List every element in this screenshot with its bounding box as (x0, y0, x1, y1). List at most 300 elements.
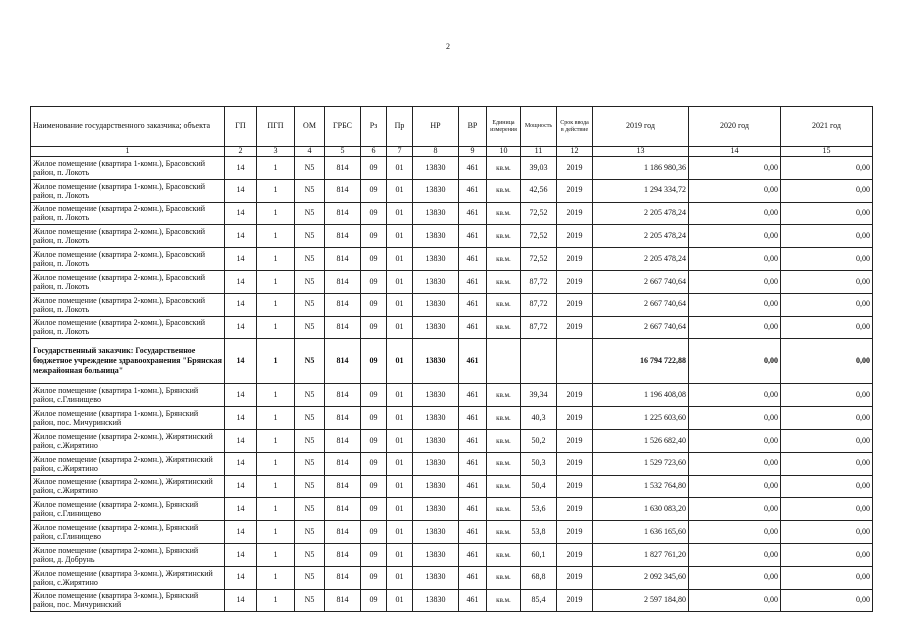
column-number: 3 (257, 147, 295, 157)
column-number: 11 (521, 147, 557, 157)
amount-cell: 0,00 (689, 225, 781, 248)
unit-cell: кв.м. (487, 270, 521, 293)
table-cell: 814 (325, 248, 361, 271)
object-name-cell: Жилое помещение (квартира 2-комн.), Брасовский район, п. Локоть (31, 225, 225, 248)
table-cell: N5 (295, 452, 325, 475)
table-cell: 14 (225, 521, 257, 544)
table-row (31, 429, 873, 452)
column-number: 10 (487, 147, 521, 157)
table-cell: N5 (295, 339, 325, 384)
column-header-label: НР (430, 121, 441, 131)
table-cell: 2019 (557, 157, 593, 180)
table-cell: 814 (325, 339, 361, 384)
object-name-cell: Жилое помещение (квартира 2-комн.), Брянский район, д. Добрунь (31, 543, 225, 566)
column-header-label: Рз (369, 121, 378, 131)
table-cell: 09 (361, 566, 387, 589)
table-cell: 14 (225, 316, 257, 339)
table-cell: 814 (325, 202, 361, 225)
object-name-cell: Жилое помещение (квартира 3-комн.), Брянский район, пос. Мичуринский (31, 589, 225, 612)
column-header-label: 2019 год (626, 121, 655, 131)
object-name-cell: Жилое помещение (квартира 1-комн.), Брасовский район, п. Локоть (31, 157, 225, 180)
unit-cell: кв.м. (487, 384, 521, 407)
table-cell: 461 (459, 566, 487, 589)
amount-cell: 2 205 478,24 (593, 202, 689, 225)
table-cell: 1 (257, 293, 295, 316)
table-cell: 14 (225, 475, 257, 498)
table-cell (521, 339, 557, 384)
amount-cell: 0,00 (781, 429, 873, 452)
table-cell: 09 (361, 589, 387, 612)
table-row (31, 589, 873, 612)
table-cell: 53,6 (521, 498, 557, 521)
unit-cell: кв.м. (487, 316, 521, 339)
object-name-cell: Жилое помещение (квартира 2-комн.), Жирятинский район, с.Жирятино (31, 429, 225, 452)
table-cell: 72,52 (521, 225, 557, 248)
amount-cell: 0,00 (781, 543, 873, 566)
table-row (31, 384, 873, 407)
table-cell: 09 (361, 407, 387, 430)
table-cell: 50,2 (521, 429, 557, 452)
amount-cell: 2 092 345,60 (593, 566, 689, 589)
table-cell: N5 (295, 566, 325, 589)
column-header-label: Мощность (524, 123, 553, 129)
header-row (31, 107, 873, 147)
amount-cell: 0,00 (689, 429, 781, 452)
unit-cell: кв.м. (487, 407, 521, 430)
column-number: 2 (225, 147, 257, 157)
table-cell: 2019 (557, 543, 593, 566)
table-row (31, 475, 873, 498)
table-cell: 814 (325, 452, 361, 475)
table-cell: 01 (387, 452, 413, 475)
object-name-cell: Жилое помещение (квартира 2-комн.), Жирятинский район, с.Жирятино (31, 475, 225, 498)
object-name-cell: Жилое помещение (квартира 2-комн.), Брасовский район, п. Локоть (31, 316, 225, 339)
table-cell: N5 (295, 270, 325, 293)
amount-cell: 0,00 (689, 475, 781, 498)
amount-cell: 0,00 (781, 452, 873, 475)
table-cell: 1 (257, 429, 295, 452)
table-cell: 01 (387, 179, 413, 202)
object-name-cell: Жилое помещение (квартира 1-комн.), Брянский район, с.Глинищево (31, 384, 225, 407)
table-cell: N5 (295, 157, 325, 180)
table-cell: 1 (257, 452, 295, 475)
table-cell: 814 (325, 293, 361, 316)
amount-cell: 0,00 (689, 498, 781, 521)
column-number: 6 (361, 147, 387, 157)
unit-cell: кв.м. (487, 452, 521, 475)
unit-cell: кв.м. (487, 293, 521, 316)
table-cell: 14 (225, 157, 257, 180)
table-cell: 2019 (557, 293, 593, 316)
amount-cell: 0,00 (781, 407, 873, 430)
unit-cell: кв.м. (487, 498, 521, 521)
unit-cell: кв.м. (487, 521, 521, 544)
table-cell: 1 (257, 543, 295, 566)
table-cell: 1 (257, 589, 295, 612)
amount-cell: 0,00 (689, 339, 781, 384)
column-number: 1 (31, 147, 225, 157)
table-cell: 1 (257, 407, 295, 430)
table-cell: 14 (225, 339, 257, 384)
table-cell: 13830 (413, 566, 459, 589)
table-row (31, 202, 873, 225)
table-cell: 461 (459, 429, 487, 452)
table-cell: 01 (387, 225, 413, 248)
table-row (31, 293, 873, 316)
amount-cell: 0,00 (689, 521, 781, 544)
table-row (31, 270, 873, 293)
column-header (593, 107, 689, 147)
unit-cell: кв.м. (487, 202, 521, 225)
table-row (31, 498, 873, 521)
table-cell: 461 (459, 293, 487, 316)
table-cell: 2019 (557, 521, 593, 544)
table-row (31, 179, 873, 202)
column-header (689, 107, 781, 147)
table-cell: 461 (459, 316, 487, 339)
table-cell: 14 (225, 498, 257, 521)
table-cell: 01 (387, 248, 413, 271)
amount-cell: 0,00 (689, 384, 781, 407)
table-cell: N5 (295, 543, 325, 566)
table-cell: 09 (361, 498, 387, 521)
table-cell: 2019 (557, 566, 593, 589)
table-cell: 01 (387, 429, 413, 452)
table-cell: 14 (225, 543, 257, 566)
column-number: 8 (413, 147, 459, 157)
table-row (31, 521, 873, 544)
object-name-cell: Жилое помещение (квартира 2-комн.), Брасовский район, п. Локоть (31, 202, 225, 225)
table-cell: 39,34 (521, 384, 557, 407)
table-cell: 01 (387, 270, 413, 293)
column-number: 15 (781, 147, 873, 157)
table-row (31, 225, 873, 248)
table-cell: 50,3 (521, 452, 557, 475)
unit-cell: кв.м. (487, 248, 521, 271)
table-cell: 2019 (557, 179, 593, 202)
table-cell: 01 (387, 202, 413, 225)
amount-cell: 2 667 740,64 (593, 316, 689, 339)
table-cell: 1 (257, 202, 295, 225)
table-cell: 13830 (413, 179, 459, 202)
table-cell: 2019 (557, 589, 593, 612)
table-cell: 01 (387, 339, 413, 384)
table-cell: 1 (257, 498, 295, 521)
table-cell: 2019 (557, 225, 593, 248)
amount-cell: 0,00 (781, 225, 873, 248)
table-cell: 461 (459, 407, 487, 430)
table-cell: 461 (459, 157, 487, 180)
column-header (387, 107, 413, 147)
table-cell: 13830 (413, 384, 459, 407)
table-cell: 13830 (413, 452, 459, 475)
object-name-cell: Жилое помещение (квартира 1-комн.), Брянский район, пос. Мичуринский (31, 407, 225, 430)
table-cell: 461 (459, 225, 487, 248)
column-header (781, 107, 873, 147)
table-cell: 1 (257, 339, 295, 384)
table-cell: 14 (225, 270, 257, 293)
table-cell: 814 (325, 179, 361, 202)
table-cell: 53,8 (521, 521, 557, 544)
unit-cell: кв.м. (487, 157, 521, 180)
table-cell: 1 (257, 521, 295, 544)
table-cell: N5 (295, 521, 325, 544)
table-cell: 461 (459, 270, 487, 293)
table-cell: 01 (387, 521, 413, 544)
amount-cell: 1 630 083,20 (593, 498, 689, 521)
table-cell: 1 (257, 225, 295, 248)
unit-cell: кв.м. (487, 589, 521, 612)
column-header-label: ОМ (303, 121, 316, 131)
table-cell: 461 (459, 543, 487, 566)
table-cell: 2019 (557, 452, 593, 475)
unit-cell: кв.м. (487, 225, 521, 248)
amount-cell: 1 526 682,40 (593, 429, 689, 452)
table-cell: 13830 (413, 498, 459, 521)
column-number: 12 (557, 147, 593, 157)
amount-cell: 2 667 740,64 (593, 270, 689, 293)
table-cell: 461 (459, 248, 487, 271)
table-cell: 01 (387, 384, 413, 407)
column-header-label: ПГП (267, 121, 284, 131)
amount-cell: 0,00 (781, 270, 873, 293)
table-cell: 2019 (557, 248, 593, 271)
column-header-label: ГРБС (333, 121, 352, 131)
table-cell: 09 (361, 429, 387, 452)
amount-cell: 0,00 (781, 202, 873, 225)
table-body (31, 157, 873, 612)
table-cell: 09 (361, 316, 387, 339)
table-row (31, 452, 873, 475)
table-cell: 01 (387, 157, 413, 180)
amount-cell: 0,00 (781, 384, 873, 407)
table-cell: 1 (257, 248, 295, 271)
table-cell: 14 (225, 429, 257, 452)
table-cell: 1 (257, 316, 295, 339)
amount-cell: 0,00 (689, 452, 781, 475)
column-header-label: Единица измерения (490, 119, 517, 133)
table-cell: 2019 (557, 202, 593, 225)
table-cell: 13830 (413, 589, 459, 612)
table-cell: 13830 (413, 521, 459, 544)
object-name-cell: Жилое помещение (квартира 2-комн.), Брянский район, с.Глинищево (31, 498, 225, 521)
column-header (225, 107, 257, 147)
table-cell: N5 (295, 589, 325, 612)
table-cell (557, 339, 593, 384)
table-cell: 2019 (557, 429, 593, 452)
table-cell: 01 (387, 498, 413, 521)
column-header (295, 107, 325, 147)
table-cell: 461 (459, 589, 487, 612)
amount-cell: 0,00 (781, 521, 873, 544)
column-number: 5 (325, 147, 361, 157)
table-cell: 13830 (413, 225, 459, 248)
table-cell: 09 (361, 248, 387, 271)
table-cell: 814 (325, 498, 361, 521)
column-header-label: Пр (394, 121, 405, 131)
table-cell: 14 (225, 589, 257, 612)
table-cell: 87,72 (521, 316, 557, 339)
table-cell: 09 (361, 225, 387, 248)
table-cell: N5 (295, 225, 325, 248)
table-row (31, 566, 873, 589)
column-header-label: ГП (235, 121, 246, 131)
amount-cell: 2 205 478,24 (593, 248, 689, 271)
table-cell: 39,03 (521, 157, 557, 180)
table-cell: 2019 (557, 316, 593, 339)
table-cell: 1 (257, 566, 295, 589)
object-name-cell: Жилое помещение (квартира 1-комн.), Брасовский район, п. Локоть (31, 179, 225, 202)
table-cell: 1 (257, 475, 295, 498)
amount-cell: 0,00 (689, 316, 781, 339)
table-cell: 13830 (413, 316, 459, 339)
table-cell: 01 (387, 475, 413, 498)
table-cell: 09 (361, 543, 387, 566)
table-cell: 01 (387, 407, 413, 430)
object-name-cell: Жилое помещение (квартира 2-комн.), Брянский район, с.Глинищево (31, 521, 225, 544)
table-cell: N5 (295, 316, 325, 339)
table-cell: 14 (225, 384, 257, 407)
amount-cell: 0,00 (689, 179, 781, 202)
table-cell: 87,72 (521, 293, 557, 316)
table-cell: 461 (459, 452, 487, 475)
table-cell: 14 (225, 248, 257, 271)
unit-cell: кв.м. (487, 429, 521, 452)
amount-cell: 0,00 (781, 498, 873, 521)
column-header (361, 107, 387, 147)
table-cell: 2019 (557, 407, 593, 430)
table-cell: 50,4 (521, 475, 557, 498)
table-cell: 14 (225, 202, 257, 225)
table-cell: 14 (225, 566, 257, 589)
table-cell: 13830 (413, 407, 459, 430)
table-cell: N5 (295, 384, 325, 407)
column-header (257, 107, 295, 147)
table-cell: 814 (325, 157, 361, 180)
table-cell: 461 (459, 179, 487, 202)
amount-cell: 1 636 165,60 (593, 521, 689, 544)
table-cell: 13830 (413, 293, 459, 316)
table-cell: 13830 (413, 248, 459, 271)
table-cell: 1 (257, 179, 295, 202)
table-cell: 09 (361, 270, 387, 293)
table-cell: 60,1 (521, 543, 557, 566)
object-name-cell: Жилое помещение (квартира 3-комн.), Жирятинский район, с.Жирятино (31, 566, 225, 589)
table-cell: 42,56 (521, 179, 557, 202)
column-number: 13 (593, 147, 689, 157)
table-cell: 09 (361, 521, 387, 544)
table-cell: 2019 (557, 270, 593, 293)
table-cell: 09 (361, 293, 387, 316)
column-header (459, 107, 487, 147)
column-header (325, 107, 361, 147)
table-cell: 85,4 (521, 589, 557, 612)
table-cell: 13830 (413, 270, 459, 293)
object-name-cell: Жилое помещение (квартира 2-комн.), Брасовский район, п. Локоть (31, 270, 225, 293)
amount-cell: 2 667 740,64 (593, 293, 689, 316)
table-cell: 814 (325, 407, 361, 430)
budget-table (30, 106, 873, 612)
table-cell: 14 (225, 452, 257, 475)
amount-cell: 16 794 722,88 (593, 339, 689, 384)
column-header (31, 107, 225, 147)
table-row (31, 248, 873, 271)
table-row (31, 157, 873, 180)
table-cell: 814 (325, 566, 361, 589)
amount-cell: 1 529 723,60 (593, 452, 689, 475)
table-cell: 14 (225, 179, 257, 202)
unit-cell: кв.м. (487, 475, 521, 498)
column-header-label: ВР (467, 121, 478, 131)
amount-cell: 0,00 (689, 293, 781, 316)
amount-cell: 2 205 478,24 (593, 225, 689, 248)
amount-cell: 0,00 (781, 179, 873, 202)
table-cell: 814 (325, 270, 361, 293)
table-cell: 01 (387, 316, 413, 339)
table-cell: 2019 (557, 498, 593, 521)
column-header-label: 2021 год (812, 121, 841, 131)
table-cell: 814 (325, 225, 361, 248)
table-cell: 814 (325, 475, 361, 498)
table-cell: 461 (459, 475, 487, 498)
customer-group-row (31, 339, 873, 384)
table-cell: 01 (387, 566, 413, 589)
table-cell: 09 (361, 384, 387, 407)
table-cell: 09 (361, 475, 387, 498)
table-cell: 814 (325, 543, 361, 566)
table-cell: 72,52 (521, 202, 557, 225)
table-cell: 09 (361, 157, 387, 180)
table-cell: 13830 (413, 429, 459, 452)
table-cell: 814 (325, 316, 361, 339)
table-cell: 814 (325, 589, 361, 612)
table-cell: 461 (459, 521, 487, 544)
amount-cell: 0,00 (689, 248, 781, 271)
unit-cell: кв.м. (487, 179, 521, 202)
table-cell: 87,72 (521, 270, 557, 293)
table-cell: 13830 (413, 157, 459, 180)
page-number: 2 (446, 42, 450, 51)
amount-cell: 0,00 (689, 566, 781, 589)
table-cell: N5 (295, 407, 325, 430)
table-cell: 13830 (413, 543, 459, 566)
table-cell: 461 (459, 339, 487, 384)
amount-cell: 0,00 (689, 543, 781, 566)
amount-cell: 0,00 (781, 316, 873, 339)
table-cell: 09 (361, 339, 387, 384)
table-cell: 09 (361, 202, 387, 225)
table-cell: 13830 (413, 339, 459, 384)
amount-cell: 0,00 (689, 407, 781, 430)
amount-cell: 0,00 (781, 589, 873, 612)
amount-cell: 0,00 (781, 157, 873, 180)
table-cell: N5 (295, 293, 325, 316)
amount-cell: 1 186 980,36 (593, 157, 689, 180)
amount-cell: 1 294 334,72 (593, 179, 689, 202)
table-cell: 14 (225, 293, 257, 316)
table-cell: 814 (325, 384, 361, 407)
unit-cell (487, 339, 521, 384)
table-cell: 1 (257, 270, 295, 293)
object-name-cell: Государственный заказчик: Государственное бюджетное учреждение здравоохранения "Брянская межрайонная больница" (31, 339, 225, 384)
table-cell: 01 (387, 543, 413, 566)
table-cell: 1 (257, 157, 295, 180)
table-row (31, 543, 873, 566)
unit-cell: кв.м. (487, 566, 521, 589)
table-cell: 01 (387, 293, 413, 316)
object-name-cell: Жилое помещение (квартира 2-комн.), Брасовский район, п. Локоть (31, 248, 225, 271)
table-cell: 40,3 (521, 407, 557, 430)
